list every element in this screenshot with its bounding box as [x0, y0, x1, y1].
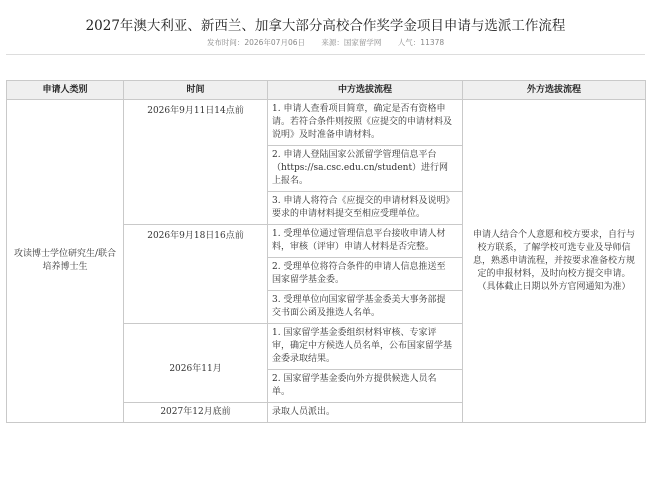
step-cell: 3. 申请人将符合《应提交的申请材料及说明》要求的申请材料提交至相应受理单位。 [268, 192, 463, 225]
step-cell: 录取人员派出。 [268, 403, 463, 423]
time-cell-2: 2026年9月18日16点前 [124, 225, 268, 324]
step-cell: 2. 申请人登陆国家公派留学管理信息平台（https://sa.csc.edu.cn/student）进行网上报名。 [268, 146, 463, 192]
step-cell: 1. 申请人查看项目简章，确定是否有资格申请。若符合条件则按照《应提交的申请材料及说明》及时准备申请材料。 [268, 100, 463, 146]
article-meta [0, 37, 651, 48]
step-cell: 1. 受理单位通过管理信息平台接收申请人材料，审核（评审）申请人材料是否完整。 [268, 225, 463, 258]
foreign-process-cell: 申请人结合个人意愿和校方要求，自行与校方联系，了解学校可选专业及导师信息，熟悉申请流程，并按要求准备校方规定的申报材料，及时向校方提交申请。（具体截止日期以外方官网通知为准） [463, 100, 646, 423]
header-domestic-process: 中方选拔流程 [268, 81, 463, 100]
header-applicant-type: 申请人类别 [7, 81, 124, 100]
header-foreign-process: 外方选拔流程 [463, 81, 646, 100]
article-source: 来源：国家留学网 [321, 38, 382, 47]
step-cell: 2. 国家留学基金委向外方提供候选人员名单。 [268, 370, 463, 403]
step-cell: 2. 受理单位将符合条件的申请人信息推送至国家留学基金委。 [268, 258, 463, 291]
header-time: 时间 [124, 81, 268, 100]
step-cell: 1. 国家留学基金委组织材料审核、专家评审，确定中方候选人员名单，公布国家留学基金委录取结果。 [268, 324, 463, 370]
table-header-row [7, 81, 646, 100]
time-cell-1: 2026年9月11日14点前 [124, 100, 268, 225]
publish-time: 发布时间：2026年07月06日 [206, 38, 306, 47]
table-row [7, 100, 646, 146]
time-cell-3: 2026年11月 [124, 324, 268, 403]
process-table [6, 80, 646, 423]
applicant-type-cell: 攻读博士学位研究生/联合培养博士生 [7, 100, 124, 423]
title-divider [6, 54, 645, 55]
time-cell-4: 2027年12月底前 [124, 403, 268, 423]
view-count: 人气：11378 [397, 38, 445, 47]
step-cell: 3. 受理单位向国家留学基金委美大事务部提交书面公函及推选人名单。 [268, 291, 463, 324]
article-title: 2027年澳大利亚、新西兰、加拿大部分高校合作奖学金项目申请与选派工作流程 [85, 18, 566, 34]
